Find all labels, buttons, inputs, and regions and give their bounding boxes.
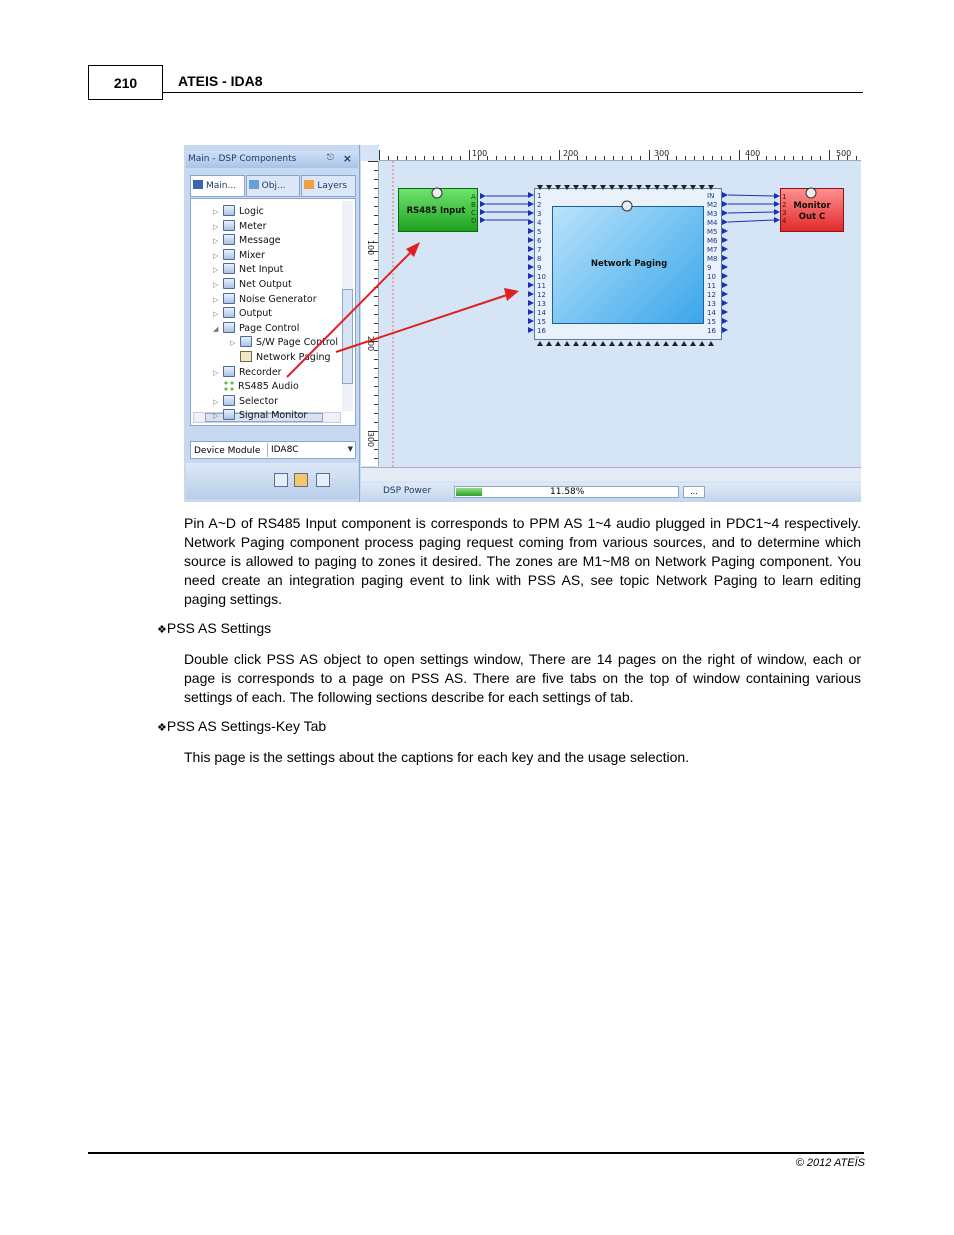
np-right-pin-label: M6 xyxy=(707,237,718,245)
output-pin xyxy=(722,192,728,198)
dsp-power-text: 11.58% xyxy=(550,487,585,497)
tree-item-label: Selector xyxy=(239,395,279,407)
dsp-power-label: DSP Power xyxy=(383,486,432,496)
input-pin xyxy=(774,201,780,207)
monitor-sub-label: Out C xyxy=(798,212,826,222)
np-right-pin-label: 14 xyxy=(707,309,716,317)
top-pin xyxy=(627,185,633,190)
tree-item-label: Output xyxy=(239,308,272,320)
input-pin xyxy=(528,201,534,207)
input-pin xyxy=(528,300,534,306)
pin-icon[interactable]: ⎋ xyxy=(326,153,334,163)
device-module-select[interactable]: IDA8C xyxy=(267,443,355,457)
output-pin xyxy=(722,309,728,315)
top-pin xyxy=(564,185,570,190)
top-pin xyxy=(672,185,678,190)
tab-objects[interactable]: Obj... xyxy=(246,175,301,197)
expand-icon[interactable]: ▷ xyxy=(213,237,219,246)
rs485-pin-label: C xyxy=(471,209,476,217)
top-pin xyxy=(591,185,597,190)
expand-icon[interactable]: ▷ xyxy=(213,310,219,319)
input-pin xyxy=(528,327,534,333)
np-left-pin-label: 9 xyxy=(537,264,542,272)
output-pin xyxy=(722,282,728,288)
input-pin xyxy=(774,209,780,215)
output-pin xyxy=(722,273,728,279)
input-pin xyxy=(774,217,780,223)
np-right-pin-label: M2 xyxy=(707,201,718,209)
tree-item-label: Signal Monitor xyxy=(239,410,308,422)
expand-icon[interactable]: ▷ xyxy=(213,397,219,406)
top-pin xyxy=(618,185,624,190)
bottom-pin xyxy=(564,341,570,346)
input-pin xyxy=(774,193,780,199)
ruler-label: 200 xyxy=(366,335,376,352)
bottom-pin xyxy=(555,341,561,346)
input-pin xyxy=(528,318,534,324)
tree-item-label: Meter xyxy=(239,220,267,232)
ruler-label: 100 xyxy=(472,149,488,158)
input-pin xyxy=(528,291,534,297)
footer-rule xyxy=(88,1152,864,1154)
output-pin xyxy=(722,201,728,207)
np-left-pin-label: 6 xyxy=(537,237,542,245)
bottom-pin xyxy=(582,341,588,346)
tree-item-label: RS485 Audio xyxy=(238,381,299,393)
monitor-pin-label: 2 xyxy=(782,201,787,209)
top-pin xyxy=(681,185,687,190)
chevron-down-icon[interactable]: ▼ xyxy=(347,445,353,453)
top-pin xyxy=(600,185,606,190)
output-pin xyxy=(722,291,728,297)
output-pin xyxy=(480,217,486,223)
input-pin xyxy=(528,255,534,261)
knob-icon xyxy=(622,201,632,211)
ruler-label: 400 xyxy=(745,149,761,158)
input-pin xyxy=(528,273,534,279)
np-left-pin-label: 11 xyxy=(537,282,546,290)
panel-title: Main - DSP Components ⎋ × xyxy=(186,151,358,168)
network-paging-label: Network Paging xyxy=(590,259,668,269)
bottom-pin xyxy=(645,341,651,346)
expand-icon[interactable]: ▷ xyxy=(213,208,219,216)
np-left-pin-label: 3 xyxy=(537,210,542,218)
wire xyxy=(728,220,774,222)
output-pin xyxy=(480,209,486,215)
np-right-pin-label: M5 xyxy=(707,228,718,236)
input-pin xyxy=(528,282,534,288)
heading-key-tab: ❖PSS AS Settings-Key Tab xyxy=(157,718,327,734)
top-pin xyxy=(555,185,561,190)
knob-icon xyxy=(806,188,816,198)
np-left-pin-label: 14 xyxy=(537,309,546,317)
np-left-pin-label: 1 xyxy=(537,192,542,200)
tree-item-label: Recorder xyxy=(239,366,282,378)
bottom-pin xyxy=(636,341,642,346)
bottom-pin xyxy=(699,341,705,346)
np-left-pin-label: 7 xyxy=(537,246,542,254)
bottom-pin xyxy=(618,341,624,346)
input-pin xyxy=(528,237,534,243)
output-pin xyxy=(722,237,728,243)
bottom-pin xyxy=(627,341,633,346)
input-pin xyxy=(528,219,534,225)
np-left-pin-label: 13 xyxy=(537,300,546,308)
np-left-pin-label: 8 xyxy=(537,255,542,263)
ruler-label: 100 xyxy=(366,239,376,256)
top-pin xyxy=(663,185,669,190)
output-pin xyxy=(722,327,728,333)
bottom-pin xyxy=(681,341,687,346)
ruler-label: 500 xyxy=(836,149,852,158)
output-pin xyxy=(722,255,728,261)
np-left-pin-label: 2 xyxy=(537,201,542,209)
tree-item-label: Noise Generator xyxy=(239,293,317,305)
header-rule xyxy=(162,92,863,93)
bullet-icon: ❖ xyxy=(157,722,167,734)
top-pin xyxy=(708,185,714,190)
top-pin xyxy=(546,185,552,190)
bottom-pin xyxy=(672,341,678,346)
np-right-pin-label: 15 xyxy=(707,318,716,326)
np-right-pin-label: M3 xyxy=(707,210,718,218)
rs485-label: RS485 Input xyxy=(406,206,466,216)
top-pin xyxy=(690,185,696,190)
rs485-pin-label: D xyxy=(471,217,477,225)
page-number: 210 xyxy=(88,65,163,100)
top-pin xyxy=(582,185,588,190)
output-pin xyxy=(722,318,728,324)
expand-icon[interactable]: ▷ xyxy=(230,339,236,348)
expand-icon[interactable]: ▷ xyxy=(213,222,219,231)
np-right-pin-label: 13 xyxy=(707,300,716,308)
input-pin xyxy=(528,246,534,252)
output-pin xyxy=(722,300,728,306)
bottom-pin xyxy=(546,341,552,346)
tree-item-label: Net Output xyxy=(239,279,292,290)
ruler-label: 300 xyxy=(366,431,376,448)
np-left-pin-label: 16 xyxy=(537,327,546,335)
tree-item-label: Net Input xyxy=(239,264,284,276)
monitor-label: Monitor xyxy=(793,201,831,211)
np-left-pin-label: 10 xyxy=(537,273,546,281)
np-right-pin-label: M4 xyxy=(707,219,718,227)
paragraph-key-tab: This page is the settings about the captions for each key and the usage selection. xyxy=(184,749,690,765)
np-right-pin-label: 9 xyxy=(707,264,712,272)
annotation-arrow xyxy=(336,295,507,352)
tree-item-label: Mixer xyxy=(239,249,265,261)
wire xyxy=(728,195,774,196)
input-pin xyxy=(528,264,534,270)
copyright: © 2012 ATEÏS xyxy=(795,1157,865,1169)
bottom-pin xyxy=(591,341,597,346)
output-pin xyxy=(722,228,728,234)
output-pin xyxy=(722,210,728,216)
np-right-pin-label: M8 xyxy=(707,255,718,263)
ruler-label: 300 xyxy=(654,149,670,158)
bullet-icon: ❖ xyxy=(157,624,167,636)
arrowhead-icon xyxy=(504,288,519,301)
np-right-pin-label: 16 xyxy=(707,327,716,335)
paragraph-pss-settings: Double click PSS AS object to open settings window, There are 14 pages on the right of window, each or page is corresponds to a page on PSS AS. There are five tabs on the top of window containing various settings of each. The following sections describe for each settings of tab. xyxy=(184,651,861,705)
bottom-pin xyxy=(600,341,606,346)
output-pin xyxy=(480,193,486,199)
tab-layers[interactable]: Layers xyxy=(301,175,356,197)
top-pin xyxy=(609,185,615,190)
tree-item-label: Page Control xyxy=(239,322,300,334)
np-right-pin-label: 10 xyxy=(707,273,716,281)
tree-item-label: Network Paging xyxy=(256,352,331,363)
input-pin xyxy=(528,192,534,198)
device-module-label: Device Module xyxy=(194,446,261,456)
expand-icon[interactable]: ▷ xyxy=(213,368,219,377)
bottom-pin xyxy=(690,341,696,346)
top-pin xyxy=(654,185,660,190)
np-right-pin-label: M7 xyxy=(707,246,718,254)
top-pin xyxy=(645,185,651,190)
input-pin xyxy=(528,309,534,315)
input-pin xyxy=(528,228,534,234)
close-icon[interactable]: × xyxy=(342,152,352,165)
tree-item-label: S/W Page Control xyxy=(256,337,339,349)
expand-icon[interactable]: ▷ xyxy=(213,266,219,275)
wire xyxy=(728,212,774,213)
more-button[interactable]: ... xyxy=(683,486,705,498)
np-left-pin-label: 15 xyxy=(537,318,546,326)
top-pin xyxy=(537,185,543,190)
rs485-pin-label: B xyxy=(471,201,476,209)
np-left-pin-label: 12 xyxy=(537,291,546,299)
expand-icon[interactable]: ▷ xyxy=(213,281,219,289)
monitor-pin-label: 4 xyxy=(782,217,787,225)
document-title: ATEIS - IDA8 xyxy=(178,73,263,89)
output-pin xyxy=(480,201,486,207)
tree-item-label: Logic xyxy=(239,206,264,217)
expand-icon[interactable]: ▷ xyxy=(213,412,219,421)
top-pin xyxy=(636,185,642,190)
tab-main[interactable]: Main... xyxy=(190,175,245,197)
bottom-pin xyxy=(609,341,615,346)
paragraph-rs485: Pin A~D of RS485 Input component is corresponds to PPM AS 1~4 audio plugged in PDC1~4 respectively. Network Paging component process paging request coming from various sources, and to determine which source is allowed to paging to zones it desired. The zones are M1~M8 on Network Paging component. You need create an integration paging event to link with PSS AS, see topic Network Paging to learn editing paging settings. xyxy=(184,515,861,607)
np-right-pin-label: IN xyxy=(707,192,715,200)
collapse-icon[interactable]: ◢ xyxy=(213,324,219,333)
bottom-pin xyxy=(708,341,714,346)
np-right-pin-label: 12 xyxy=(707,291,716,299)
top-pin xyxy=(699,185,705,190)
heading-pss-as-settings: ❖PSS AS Settings xyxy=(157,620,272,636)
dsp-screenshot xyxy=(184,145,861,502)
bottom-pin xyxy=(654,341,660,346)
output-pin xyxy=(722,246,728,252)
tree-item-label: Message xyxy=(239,235,281,247)
np-left-pin-label: 4 xyxy=(537,219,542,227)
top-pin xyxy=(573,185,579,190)
output-pin xyxy=(722,219,728,225)
knob-icon xyxy=(432,188,442,198)
bottom-pin xyxy=(573,341,579,346)
input-pin xyxy=(528,210,534,216)
np-right-pin-label: 11 xyxy=(707,282,716,290)
ruler-label: 200 xyxy=(563,149,579,158)
expand-icon[interactable]: ▷ xyxy=(213,251,219,260)
bottom-pin xyxy=(663,341,669,346)
np-left-pin-label: 5 xyxy=(537,228,542,236)
monitor-pin-label: 1 xyxy=(782,193,787,201)
output-pin xyxy=(722,264,728,270)
canvas-overlay xyxy=(184,145,861,502)
bottom-pin xyxy=(537,341,543,346)
expand-icon[interactable]: ▷ xyxy=(213,295,219,304)
monitor-pin-label: 3 xyxy=(782,209,787,217)
rs485-pin-label: A xyxy=(471,193,476,201)
